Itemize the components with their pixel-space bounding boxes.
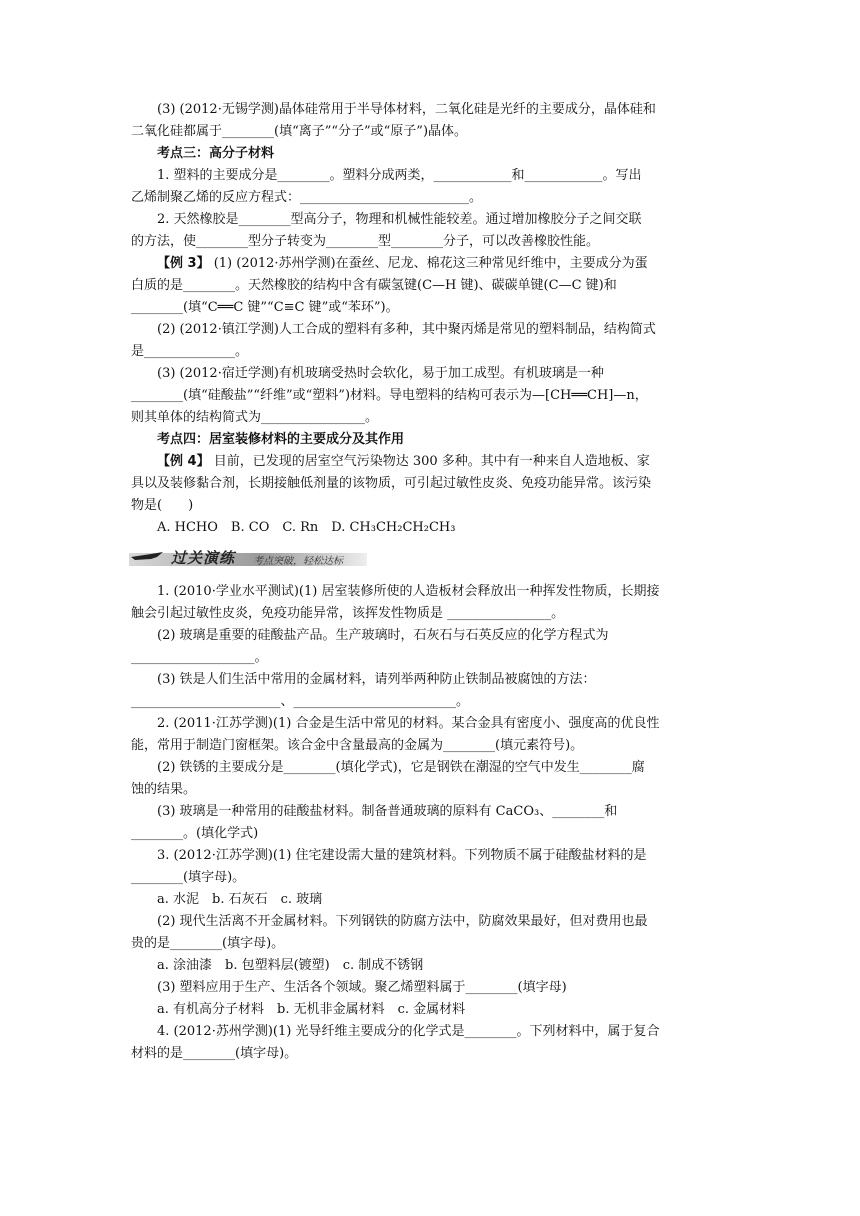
text-line: ________。(填化学式) [131, 826, 259, 841]
text-line: ___________________。 [131, 650, 268, 665]
text-line: 白质的是________。天然橡胶的结构中含有碳氢键(C—H 键)、碳碳单键(C—C 键)和 [131, 278, 617, 293]
text-line: 目前，已发现的居室空气污染物达 300 多种。其中有一种来自人造地板、家 [209, 454, 650, 469]
text-line: 2. (2011·江苏学测)(1) 合金是生活中常见的材料。某合金具有密度小、强度高的优良性 [157, 716, 660, 731]
plane-icon [131, 552, 163, 561]
banner-subtitle: 考点突破，轻松达标 [253, 556, 343, 567]
example-3-line [131, 254, 731, 274]
text-line: (3) 塑料应用于生产、生活各个领域。聚乙烯塑料属于________(填字母) [157, 980, 567, 995]
banner-title: 过关演练 [171, 549, 236, 567]
text-line: 材料的是________(填字母)。 [131, 1046, 298, 1061]
answer-choices: a. 有机高分子材料 b. 无机非金属材料 c. 金属材料 [157, 1002, 466, 1017]
answer-choices: a. 涂油漆 b. 包塑料层(镀塑) c. 制成不锈钢 [157, 958, 424, 973]
text-line: 物是( ) [131, 498, 194, 513]
section-heading: 考点三：高分子材料 [157, 146, 275, 161]
text-line: 1. 塑料的主要成分是________。塑料分成两类，____________和____________。写出 [157, 168, 642, 183]
text-line: 2. 天然橡胶是________型高分子，物理和机械性能较差。通过增加橡胶分子之间交联 [157, 212, 642, 227]
practice-banner [129, 546, 389, 572]
text-line: 触会引起过敏性皮炎，免疫功能异常，该挥发性物质是 ________________。 [131, 606, 565, 621]
example-label: 【例 3】 [157, 256, 210, 271]
text-line: (2) 现代生活离不开金属材料。下列钢铁的防腐方法中，防腐效果最好，但对费用也最 [157, 914, 648, 929]
text-line: 具以及装修黏合剂，长期接触低剂量的该物质，可引起过敏性皮炎、免疫功能异常。该污染 [131, 476, 652, 491]
answer-choices: a. 水泥 b. 石灰石 c. 玻璃 [157, 892, 323, 907]
text-line: ________(填“C══C 键”“C≡C 键”或“苯环”)。 [131, 300, 399, 315]
document-page [131, 100, 731, 1066]
text-line: ________(填字母)。 [131, 870, 246, 885]
text-line: 二氧化硅都属于________(填“离子”“分子”或“原子”)晶体。 [131, 124, 468, 139]
text-line: 贵的是________(填字母)。 [131, 936, 285, 951]
example-4-line [131, 452, 731, 472]
text-line: 则其单体的结构简式为________________。 [131, 410, 379, 425]
text-line: (2) 玻璃是重要的硅酸盐产品。生产玻璃时，石灰石与石英反应的化学方程式为 [157, 628, 609, 643]
text-line: (2) (2012·镇江学测)人工合成的塑料有多种，其中聚丙烯是常见的塑料制品，结构简式 [157, 322, 656, 337]
text-line: 的方法，使________型分子转变为________型________分子，可以改善橡胶性能。 [131, 234, 600, 249]
text-line: 能，常用于制造门窗框架。该合金中含量最高的金属为________(填元素符号)。 [131, 738, 584, 753]
text-line: 4. (2012·苏州学测)(1) 光导纤维主要成分的化学式是________。下列材料中，属于复合 [157, 1024, 660, 1039]
text-line: (3) 铁是人们生活中常用的金属材料，请列举两种防止铁制品被腐蚀的方法： [157, 672, 596, 687]
text-line: (2) 铁锈的主要成分是________(填化学式)，它是钢铁在潮湿的空气中发生________腐 [157, 760, 645, 775]
text-line: (3) (2012·无锡学测)晶体硅常用于半导体材料，二氧化硅是光纤的主要成分，晶体硅和 [157, 102, 656, 117]
text-line: 是______________。 [131, 344, 249, 359]
answer-choices: A. HCHO B. CO C. Rn D. CH₃CH₂CH₂CH₃ [157, 520, 456, 535]
text-line: (3) 玻璃是一种常用的硅酸盐材料。制备普通玻璃的原料有 CaCO₃、________和 [157, 804, 618, 819]
section-heading: 考点四：居室装修材料的主要成分及其作用 [157, 432, 405, 447]
text-line: 乙烯制聚乙烯的反应方程式：__________________________。 [131, 190, 483, 205]
text-line: 1. (2010·学业水平测试)(1) 居室装修所使的人造板材会释放出一种挥发性物质，长期接 [157, 584, 660, 599]
text-line: _______________________、_________________________。 [131, 694, 469, 709]
example-label: 【例 4】 [157, 454, 210, 469]
text-line: 蚀的结果。 [131, 782, 197, 797]
text-line: (1) (2012·苏州学测)在蚕丝、尼龙、棉花这三种常见纤维中，主要成分为蛋 [209, 256, 648, 271]
text-line: ________(填“硅酸盐”“纤维”或“塑料”)材料。导电塑料的结构可表示为—[CH══CH]—n， [131, 388, 648, 403]
text-line: 3. (2012·江苏学测)(1) 住宅建设需大量的建筑材料。下列物质不属于硅酸盐材料的是 [157, 848, 647, 863]
text-line: (3) (2012·宿迁学测)有机玻璃受热时会软化，易于加工成型。有机玻璃是一种 [157, 366, 604, 381]
